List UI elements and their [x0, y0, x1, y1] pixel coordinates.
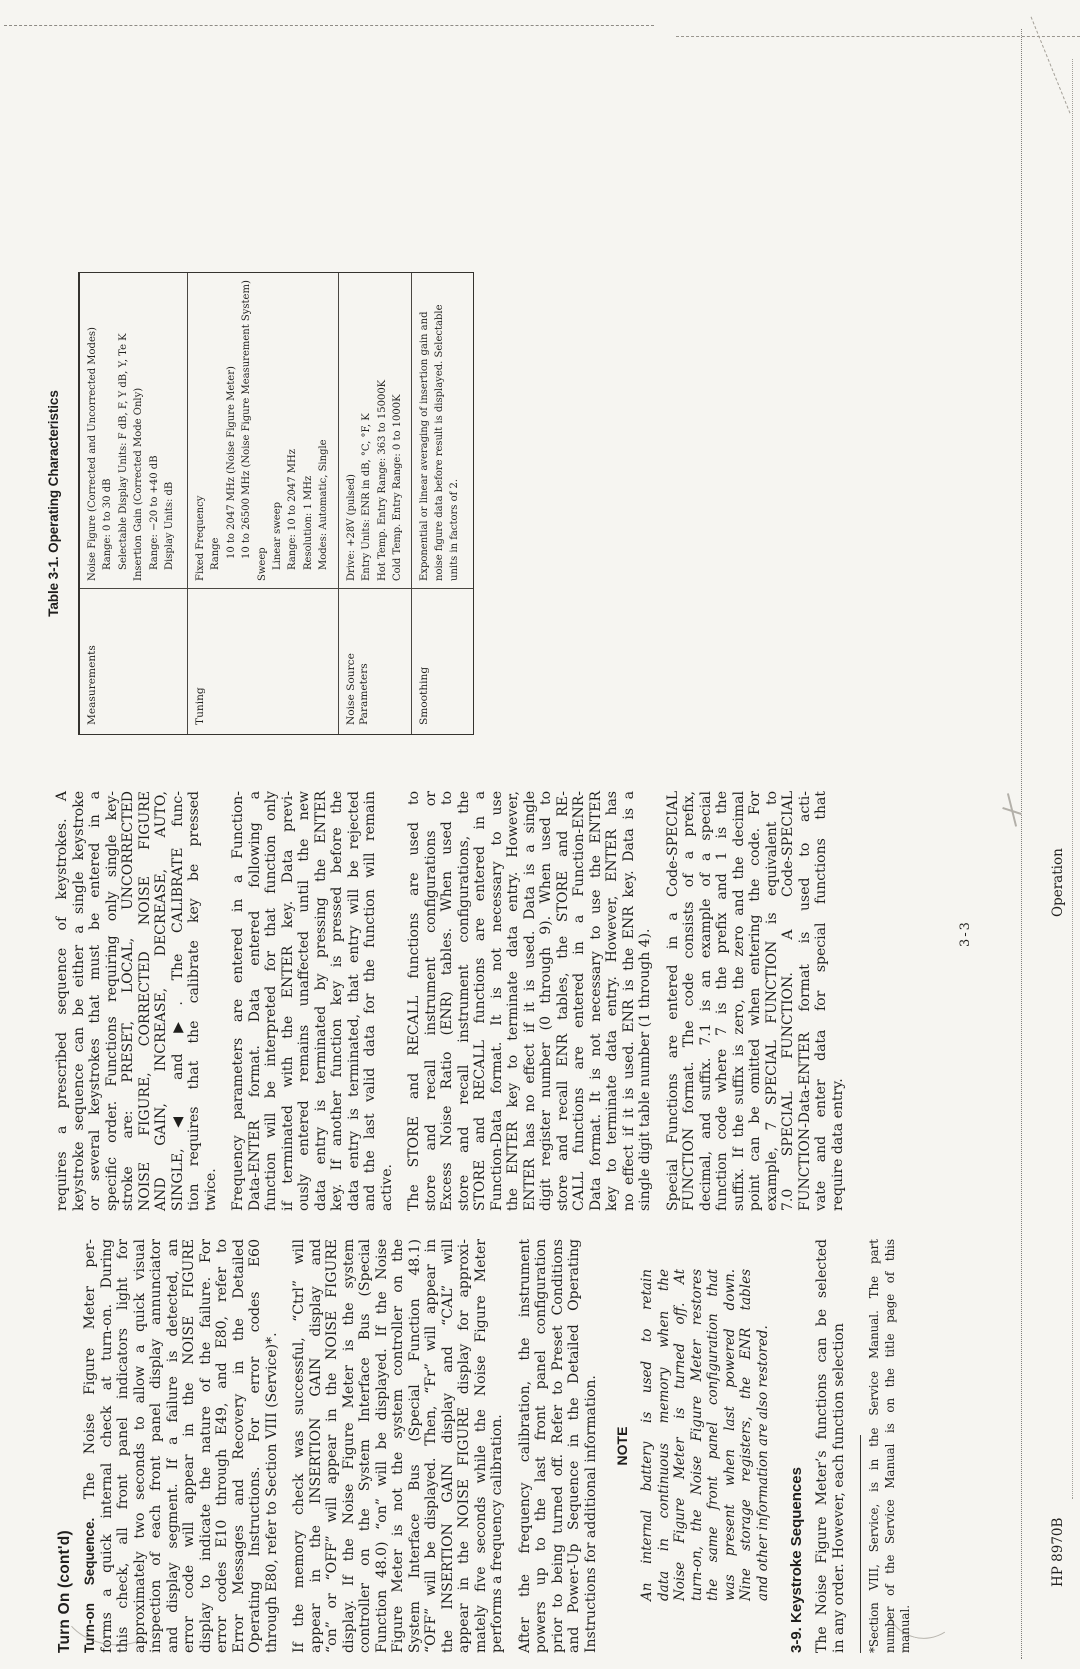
text-line: 7.0 SPECIAL FUNCTION. A Code-SPECIAL — [780, 791, 796, 1211]
row-content — [80, 273, 187, 588]
text-line: twice. — [202, 1168, 219, 1211]
text-line: the same front panel configuration that — [705, 1269, 721, 1601]
text-line — [82, 1239, 99, 1653]
page-edge-dotted-line — [1072, 59, 1073, 1499]
table-row-noise-source-parameters — [338, 273, 411, 734]
text-line: and display segment. If a failure is detected, an — [164, 1239, 181, 1653]
text-line: ENTER has no effect if it is used. Data is a single — [521, 791, 538, 1211]
fold-dotted-line — [1021, 29, 1022, 1659]
text-line: Data-ENTER format. Data entered following a — [246, 791, 263, 1211]
text-column-middle — [54, 791, 857, 1211]
text-line: FUNCTION-Data-ENTER format is used to acti- — [796, 791, 813, 1211]
text-line: ously entered remains unaffected until the new — [296, 791, 312, 1211]
row-label — [80, 588, 187, 734]
table-text-line: Sweep — [256, 547, 268, 581]
text-line: function code where 7 is the prefix and 1 is the — [714, 791, 730, 1211]
section-heading-keystroke-sequences: 3-9. Keystroke Sequences — [788, 1467, 805, 1653]
text-line: inspection of each front panel display annunciator — [148, 1239, 164, 1653]
table-text-line: Cold Temp. Entry Range: 0 to 1000K — [392, 394, 404, 581]
text-line: point can be omitted when entering the code. For — [747, 791, 763, 1211]
text-line: key. If another function key is pressed before the — [329, 791, 345, 1211]
table-row-measurements — [80, 273, 187, 734]
table-row-tuning — [187, 273, 338, 734]
text-line: single digit table number (1 through 4). — [637, 928, 653, 1211]
text-line-with-arrow-icons: SINGLE, ◀ and ▶. The CALIBRATE func- — [169, 791, 186, 1211]
text-line: Excess Noise Ratio (ENR) tables. When used to — [439, 791, 455, 1211]
text-line: Data format. It is not necessary to use the ENTER — [587, 791, 604, 1211]
footnote — [860, 1239, 914, 1653]
text-line: was present when last powered down. — [721, 1269, 738, 1601]
torn-edge-dash-line — [676, 36, 1080, 37]
table-text-line: Range: 0 to 30 dB — [102, 478, 114, 570]
text-line: store and recall ENR tables, the STORE and RE- — [554, 791, 571, 1211]
text-line: through E80, refer to Section VIII (Service)*. — [263, 1332, 280, 1653]
text-line: appear in the INSERTION GAIN display and — [307, 1239, 324, 1653]
text-line: Special Functions are entered in a Code-SPECIAL — [664, 791, 681, 1211]
row-content — [339, 273, 411, 588]
text-line: Function 48.0) “on” will be displayed. If the Noise — [373, 1239, 390, 1653]
row-label — [412, 588, 473, 734]
table-text-line: Fixed Frequency — [195, 495, 206, 581]
text-segment: The Noise Figure Meter per- — [82, 1238, 98, 1500]
text-line: data entry is terminated, that entry will be rejected — [345, 791, 362, 1211]
row-content — [188, 273, 338, 588]
text-line: this check, all front panel indicators light for — [115, 1239, 131, 1653]
section-heading-turn-on: Turn On (cont'd) — [56, 1530, 73, 1653]
text-line: powers up to the last front panel configuration — [533, 1239, 549, 1653]
text-line: and the last valid data for the function will remain — [362, 791, 378, 1211]
text-line: in any order. However, each function selection — [830, 1323, 847, 1653]
text-line: Operating Instructions. For error codes E60 — [247, 1239, 263, 1653]
footnote-line: number of the Service Manual is on the title page of this — [882, 1239, 897, 1653]
row-label-line: Measurements — [86, 645, 98, 725]
text-line: performs a frequency calibration. — [489, 1414, 505, 1653]
text-line: “on” or “OFF” will appear in the NOISE FIGURE — [324, 1239, 340, 1653]
torn-edge-dash-line — [4, 25, 654, 26]
paragraph-frequency-parameters — [230, 791, 395, 1211]
text-line: the INSERTION GAIN display and “CAL” will — [439, 1239, 456, 1653]
paragraph-keystroke-sequences — [814, 1239, 847, 1653]
table-text-line: Insertion Gain (Corrected Mode Only) — [133, 387, 145, 581]
text-line: no effect if it is used. ENR is the ENR key. Data is a — [620, 791, 637, 1211]
text-line: decimal, and suffix. 7.1 is an example of a special — [697, 791, 714, 1211]
paragraph-special-functions — [665, 791, 847, 1211]
paragraph-memory-check — [291, 1239, 506, 1653]
text-line: error codes E10 through E49, and E80, refer to — [214, 1239, 230, 1653]
text-line: Error Messages and Recovery in the Detailed — [230, 1239, 247, 1653]
text-line: turn-on, the Noise Figure Meter restores — [688, 1269, 705, 1601]
table-text-line: Entry Units: ENR in dB, °C, °F, K — [361, 413, 373, 581]
table-text-line: Resolution: 1 MHz — [302, 475, 314, 570]
footnote-line: manual. — [898, 1605, 912, 1653]
text-line: tion requires that the calibrate key be pressed — [186, 791, 202, 1211]
text-line: The Noise Figure Meter’s functions can be selected — [814, 1239, 830, 1653]
corner-dash-mark — [1031, 17, 1071, 114]
text-line: Frequency parameters are entered in a Function- — [230, 791, 246, 1211]
text-line: Noise Figure Meter is turned off. At — [672, 1269, 688, 1601]
text-line: Nine storage registers, the ENR tables — [738, 1269, 754, 1601]
row-label-line: Parameters — [358, 663, 370, 725]
text-line: Function-Data format. It is not necessary to use — [488, 791, 505, 1211]
table-text-line: Range — [210, 537, 222, 570]
text-line: NOISE FIGURE, CORRECTED NOISE FIGURE — [136, 791, 153, 1211]
text-column-left — [56, 1239, 914, 1653]
run-in-heading: Turn-on Sequence. — [82, 1517, 97, 1653]
text-line: data in continuous memory when the — [655, 1269, 672, 1601]
table-text-line: units in factors of 2. — [449, 478, 461, 581]
table-text-line: Exponential or linear averaging of insertion gain and — [418, 311, 430, 581]
text-line: appear in the NOISE FIGURE display for approxi- — [456, 1239, 472, 1653]
text-line: If the memory check was successful, “Ctrl” will — [291, 1239, 307, 1653]
text-line: store and recall instrument configurations, the — [455, 791, 472, 1211]
text-line: AND GAIN, INCREASE, DECREASE, AUTO, — [153, 791, 169, 1211]
text-line: specific order. Functions requiring only single key- — [103, 791, 120, 1211]
text-line: controller on the System Interface Bus (Special — [357, 1239, 373, 1653]
text-line: store and recall instrument configurations or — [422, 791, 439, 1211]
paragraph-after-calibration — [517, 1239, 600, 1653]
text-line: Instructions for additional information. — [582, 1375, 599, 1653]
text-line: stroke are: PRESET, LOCAL, UNCORRECTED — [120, 791, 136, 1211]
page-number: 3-3 — [958, 920, 973, 947]
footer-model-number: HP 8970B — [1050, 1517, 1066, 1587]
text-line: or several keystrokes that must be entered in a — [87, 791, 103, 1211]
text-line: active. — [378, 1164, 395, 1211]
text-line: digit register number (0 through 9). When used to — [538, 791, 554, 1211]
text-line: error code will appear in the NOISE FIGURE — [181, 1239, 197, 1653]
table-text-line: Hot Temp. Entry Range: 363 to 15000K — [376, 379, 388, 581]
text-line: FUNCTION format. The code consists of a prefix, — [681, 791, 697, 1211]
text-line: the ENTER key to terminate data entry. However, — [505, 791, 521, 1211]
table-text-line: Range: −20 to +40 dB — [148, 455, 160, 570]
text-line: System Interface Bus (Special Function 48.1) — [406, 1239, 423, 1653]
row-label-line: Smoothing — [417, 666, 430, 725]
table-row-smoothing — [411, 273, 473, 734]
paragraph-keystroke-continuation — [54, 791, 219, 1211]
text-line: and Power-Up Sequence in the Detailed Operating — [566, 1239, 582, 1653]
text-line: display to indicate the nature of the failure. For — [197, 1239, 214, 1653]
paragraph-store-recall — [406, 791, 654, 1211]
text-line: key to terminate data entry. However, ENTER has — [604, 791, 620, 1211]
table-text-line: 10 to 26500 MHz (Noise Figure Measurement System) — [241, 280, 253, 559]
table-text-line: Selectable Display Units: F dB, F, Y dB, Y, Te K — [117, 333, 129, 570]
table-text-line: Range: 10 to 2047 MHz — [287, 448, 299, 570]
paragraph-turn-on-sequence — [82, 1239, 280, 1653]
text-line: keystroke sequence can be either a single keystroke — [70, 791, 87, 1211]
note-block — [639, 1269, 771, 1601]
text-line: CALL functions are entered in a Function-ENR- — [571, 791, 587, 1211]
text-line: vate and enter data for special functions that — [813, 791, 829, 1211]
table-text-line: noise figure data before result is displayed. Selectable — [434, 304, 446, 581]
text-line: forms a quick internal check at turn-on. During — [98, 1239, 115, 1653]
operating-characteristics-table — [78, 272, 474, 735]
text-line: After the frequency calibration, the instrument — [516, 1239, 533, 1653]
text-line: function will be interpreted for that function only — [263, 791, 279, 1211]
text-line: prior to being turned off. Refer to Preset Conditions — [549, 1239, 566, 1653]
footnote-rule — [860, 1435, 861, 1653]
text-line: The STORE and RECALL functions are used to — [406, 791, 422, 1211]
text-line: Figure Meter is not the system controller on the — [390, 1239, 406, 1653]
row-label — [188, 588, 338, 734]
table-text-line: Linear sweep — [272, 501, 284, 570]
table-text-line: Noise Figure (Corrected and Uncorrected Modes) — [87, 327, 98, 581]
text-line: display. If the Noise Figure Meter is the system — [340, 1239, 357, 1653]
text-line: if terminated with the ENTER key. Data previ- — [279, 791, 296, 1211]
table-text-line: Display Units: dB — [164, 481, 176, 570]
text-line: suffix. If the suffix is zero, the zero and the decimal — [730, 791, 747, 1211]
pencil-scribble-mark — [1002, 793, 1022, 827]
row-label-line: Tuning — [194, 687, 206, 725]
text-line: STORE and RECALL functions are entered in a — [472, 791, 488, 1211]
note-title: NOTE — [614, 1426, 630, 1466]
text-line: “OFF” will be displayed. Then, “Fr” will appear in — [423, 1239, 439, 1653]
row-content — [412, 273, 473, 588]
table-text-line: Drive: +28V (pulsed) — [346, 474, 357, 581]
text-line: example, 7 SPECIAL FUNCTION is equivalent to — [763, 791, 780, 1211]
table-caption: Table 3-1. Operating Characteristics — [46, 390, 61, 617]
text-line: data entry is terminated by pressing the ENTER — [312, 791, 329, 1211]
text-line: requires a prescribed sequence of keystrokes. A — [54, 791, 70, 1211]
text-line: approximately two seconds to allow a quick visual — [131, 1239, 148, 1653]
text-line: An internal battery is used to retain — [639, 1269, 655, 1601]
text-line: and other information are also restored. — [754, 1325, 771, 1601]
footnote-line: *Section VIII, Service, is in the Service Manual. The part — [867, 1239, 881, 1653]
row-label-line: Noise Source — [345, 653, 357, 725]
row-label — [339, 588, 411, 734]
table-text-line: 10 to 2047 MHz (Noise Figure Meter) — [225, 366, 237, 559]
text-line: mately five seconds while the Noise Figure Meter — [472, 1239, 489, 1653]
footer-section-name: Operation — [1050, 848, 1066, 917]
text-line: require data entry. — [829, 1078, 846, 1211]
table-text-line: Modes: Automatic, Single — [318, 439, 330, 570]
